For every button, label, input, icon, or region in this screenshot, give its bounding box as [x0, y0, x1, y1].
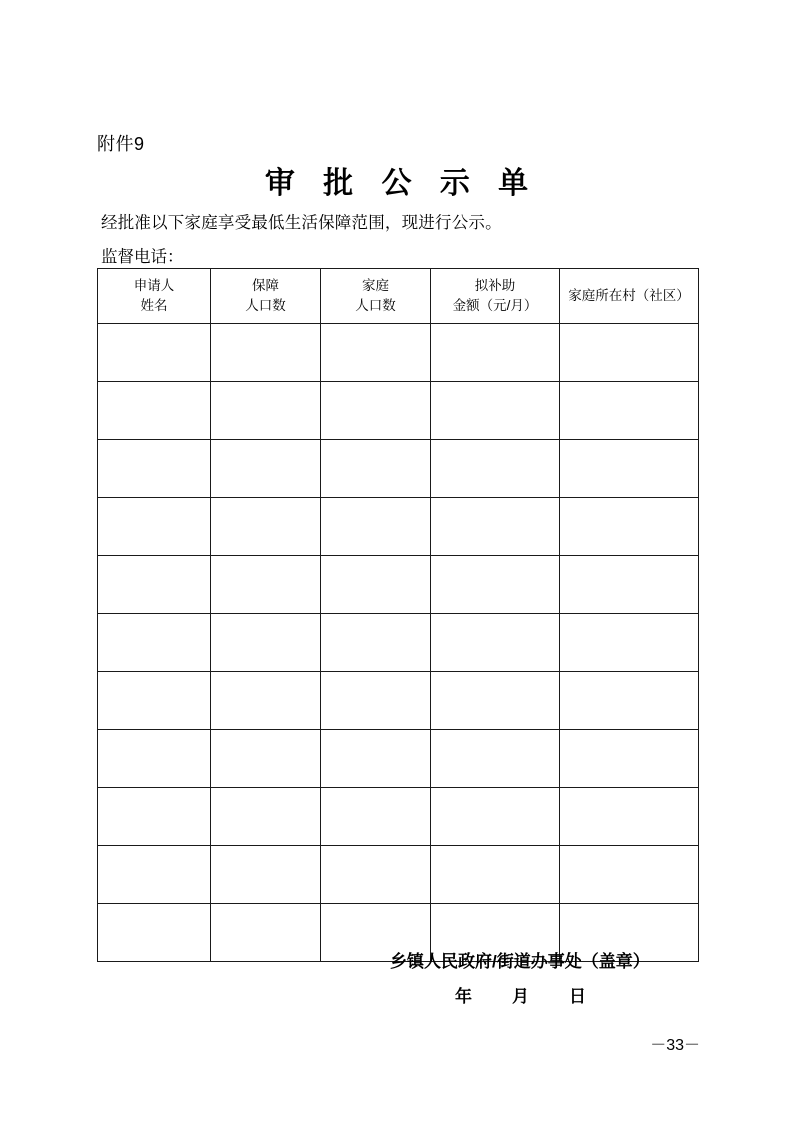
table-row [98, 382, 699, 440]
cell-applicant-name[interactable] [98, 730, 211, 788]
header-line-1: 拟补助 [474, 278, 516, 294]
cell-applicant-name[interactable] [98, 614, 211, 672]
cell-covered-population[interactable] [211, 672, 321, 730]
table-row [98, 324, 699, 382]
cell-family-population[interactable] [321, 324, 431, 382]
table-row [98, 440, 699, 498]
cell-applicant-name[interactable] [98, 324, 211, 382]
cell-applicant-name[interactable] [98, 382, 211, 440]
cell-covered-population[interactable] [211, 788, 321, 846]
header-line-1: 申请人 [133, 278, 175, 294]
cell-applicant-name[interactable] [98, 498, 211, 556]
cell-subsidy-amount[interactable] [431, 382, 560, 440]
cell-covered-population[interactable] [211, 846, 321, 904]
cell-village-community[interactable] [560, 730, 699, 788]
attachment-label: 附件9 [97, 134, 145, 154]
table-row [98, 556, 699, 614]
cell-covered-population[interactable] [211, 614, 321, 672]
cell-covered-population[interactable] [211, 730, 321, 788]
date-line [455, 982, 588, 1007]
cell-family-population[interactable] [321, 846, 431, 904]
cell-village-community[interactable] [560, 672, 699, 730]
column-header-applicant-name [98, 269, 211, 324]
cell-family-population[interactable] [321, 614, 431, 672]
table-row [98, 846, 699, 904]
approval-publicity-table [97, 268, 699, 962]
cell-covered-population[interactable] [211, 440, 321, 498]
table-row [98, 498, 699, 556]
cell-subsidy-amount[interactable] [431, 440, 560, 498]
cell-family-population[interactable] [321, 498, 431, 556]
header-line-1: 家庭 [362, 278, 389, 294]
cell-village-community[interactable] [560, 382, 699, 440]
date-year-label: 年 [455, 987, 474, 1006]
signature-line: 乡镇人民政府/街道办事处（盖章） [390, 952, 650, 971]
cell-covered-population[interactable] [211, 904, 321, 962]
cell-subsidy-amount[interactable] [431, 614, 560, 672]
page-number: －33－ [650, 1037, 700, 1054]
cell-subsidy-amount[interactable] [431, 324, 560, 382]
cell-covered-population[interactable] [211, 498, 321, 556]
cell-covered-population[interactable] [211, 324, 321, 382]
cell-subsidy-amount[interactable] [431, 498, 560, 556]
cell-family-population[interactable] [321, 440, 431, 498]
cell-applicant-name[interactable] [98, 672, 211, 730]
header-line-2: 姓名 [140, 298, 168, 313]
cell-village-community[interactable] [560, 440, 699, 498]
table-row [98, 672, 699, 730]
table-row [98, 614, 699, 672]
cell-applicant-name[interactable] [98, 788, 211, 846]
cell-village-community[interactable] [560, 556, 699, 614]
page-title: 审 批 公 示 单 [264, 167, 539, 200]
date-day-label: 日 [569, 987, 588, 1006]
column-header-family-population [321, 269, 431, 324]
table-header-row [98, 269, 699, 324]
cell-subsidy-amount[interactable] [431, 788, 560, 846]
column-header-subsidy-amount [431, 269, 560, 324]
cell-subsidy-amount[interactable] [431, 556, 560, 614]
cell-subsidy-amount[interactable] [431, 672, 560, 730]
date-month-label: 月 [512, 987, 531, 1006]
cell-covered-population[interactable] [211, 382, 321, 440]
cell-family-population[interactable] [321, 730, 431, 788]
table-row [98, 730, 699, 788]
cell-subsidy-amount[interactable] [431, 730, 560, 788]
cell-applicant-name[interactable] [98, 440, 211, 498]
cell-applicant-name[interactable] [98, 846, 211, 904]
header-line-1: 家庭所在村（社区） [568, 288, 690, 304]
cell-family-population[interactable] [321, 672, 431, 730]
header-line-2: 人口数 [355, 298, 396, 313]
cell-covered-population[interactable] [211, 556, 321, 614]
table-row [98, 788, 699, 846]
supervision-phone-label: 监督电话： [101, 248, 184, 266]
intro-paragraph: 经批准以下家庭享受最低生活保障范围，现进行公示。 [101, 214, 502, 232]
column-header-village-community [560, 269, 699, 324]
column-header-covered-population [211, 269, 321, 324]
cell-family-population[interactable] [321, 556, 431, 614]
header-line-2: 金额（元/月） [452, 298, 538, 313]
cell-family-population[interactable] [321, 788, 431, 846]
header-line-1: 保障 [252, 278, 279, 294]
cell-subsidy-amount[interactable] [431, 846, 560, 904]
header-line-2: 人口数 [245, 298, 286, 313]
cell-village-community[interactable] [560, 846, 699, 904]
cell-village-community[interactable] [560, 498, 699, 556]
cell-village-community[interactable] [560, 324, 699, 382]
cell-village-community[interactable] [560, 788, 699, 846]
cell-family-population[interactable] [321, 382, 431, 440]
cell-applicant-name[interactable] [98, 904, 211, 962]
cell-village-community[interactable] [560, 614, 699, 672]
cell-applicant-name[interactable] [98, 556, 211, 614]
